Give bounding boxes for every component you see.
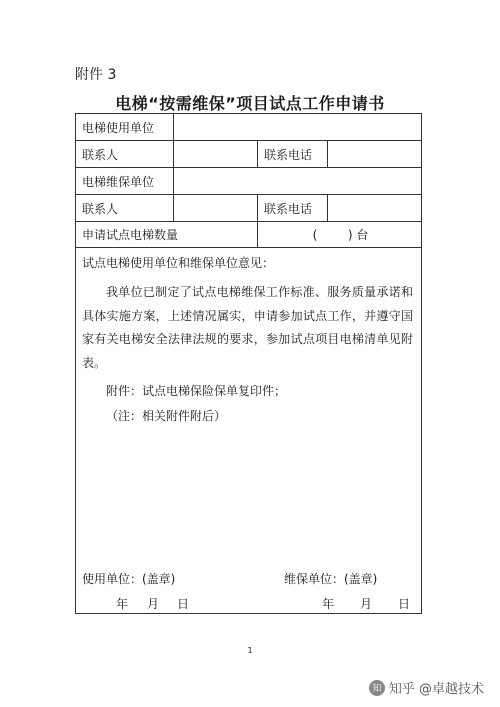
phone-field-2[interactable] xyxy=(327,195,423,221)
user-unit-label: 电梯使用单位 xyxy=(82,120,155,135)
document-title: 电梯“按需维保”项目试点工作申请书 xyxy=(115,94,385,113)
remark-note: （注：相关附件附后） xyxy=(106,409,227,423)
row-quantity xyxy=(76,222,421,248)
row-contact-1 xyxy=(76,141,421,168)
sign-user-unit: 使用单位：(盖章) xyxy=(82,572,176,586)
opinion-section xyxy=(76,248,421,615)
opinion-heading: 试点电梯使用单位和维保单位意见： xyxy=(82,256,275,270)
date-year-left: 年 xyxy=(116,597,129,611)
date-year-right: 年 xyxy=(322,597,335,611)
maint-unit-label: 电梯维保单位 xyxy=(82,174,155,189)
quantity-label: 申请试点电梯数量 xyxy=(82,228,179,242)
row-maint-unit xyxy=(76,168,421,195)
date-month-right: 月 xyxy=(360,597,373,611)
sign-maint-unit: 维保单位：(盖章) xyxy=(284,572,378,586)
contact-label-2: 联系人 xyxy=(82,201,119,216)
date-day-left: 日 xyxy=(177,597,190,611)
page-number: 1 xyxy=(247,646,253,655)
phone-label-1: 联系电话 xyxy=(257,141,327,167)
attachment-label: 附件 3 xyxy=(75,67,117,83)
zhihu-logo-icon: 知 xyxy=(369,680,385,696)
opinion-paragraph: 我单位已制定了试点电梯维保工作标准、服务质量承诺和具体实施方案，上述情况属实，申请参加试点工作，并遵守国家有关电梯安全法律法规的要求，参加试点项目电梯清单见附表。 xyxy=(82,285,413,370)
row-user-unit xyxy=(76,114,421,141)
watermark xyxy=(369,678,484,697)
contact-field-2[interactable] xyxy=(173,195,257,221)
watermark-text: 知乎 @卓越技术 xyxy=(388,682,484,697)
date-day-right: 日 xyxy=(398,597,411,611)
row-contact-2 xyxy=(76,195,421,222)
phone-label-2: 联系电话 xyxy=(257,195,327,221)
application-form xyxy=(75,113,422,614)
attachment-note: 附件：试点电梯保险保单复印件； xyxy=(106,384,287,398)
maint-unit-field[interactable] xyxy=(173,168,423,194)
date-month-left: 月 xyxy=(147,597,160,611)
contact-label-1: 联系人 xyxy=(82,147,119,162)
user-unit-field[interactable] xyxy=(173,114,423,140)
contact-field-1[interactable] xyxy=(173,141,257,167)
phone-field-1[interactable] xyxy=(327,141,423,167)
quantity-field[interactable]: ( ) 台 xyxy=(257,222,423,247)
